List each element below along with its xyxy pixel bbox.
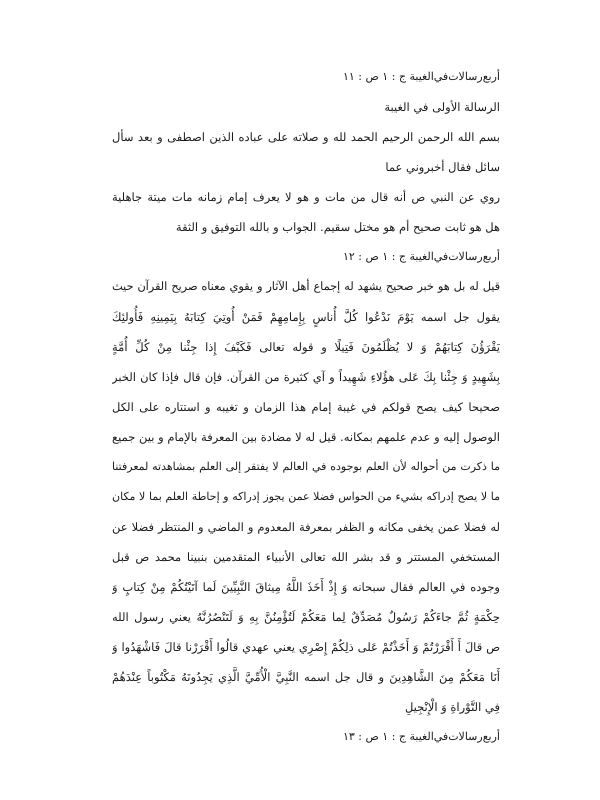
page-reference: أربع‌رسالات‌في‌الغيبة ج : ١ ص : ١٢ <box>342 250 500 263</box>
text-line: ما ذكرت من أحواله لأن العلم بوجوده في العالم لا يفتقر إلى العلم بمشاهدته لمعرفتنا <box>112 460 500 473</box>
text-line: وجوده في العالم فقال سبحانه وَ إِذْ أَخَذَ اللَّهُ مِيثاقَ النَّبِيِّينَ لَما آتَيْتُكُمْ مِنْ كِتابٍ وَ <box>112 580 500 594</box>
text-line: فِي التَّوْراةِ وَ الْإِنْجِيلِ <box>404 700 500 714</box>
treatise-heading: الرسالة الأولى في الغيبة <box>384 100 500 114</box>
text-line: حِكْمَةٍ ثُمَّ جاءَكُمْ رَسُولٌ مُصَدِّقٌ لِما مَعَكُمْ لَتُؤْمِنُنَّ بِهِ وَ لَتَنْصُرُنَّهُ يعني رسول الله <box>112 610 500 624</box>
text-line: الوصول إليه و عدم علمهم بمكانه. قيل له لا مضادة بين المعرفة بالإمام و بين جميع <box>112 430 500 444</box>
text-line: هل هو ثابت صحيح أم هو مختل سقيم. الجواب و بالله التوفيق و الثقة <box>175 220 500 234</box>
text-line: المستخفي المستتر و قد بشر الله تعالى الأنبياء المتقدمين بنبينا محمد ص قبل <box>112 550 500 564</box>
text-line: بِشَهِيدٍ وَ جِئْنا بِكَ عَلى هؤُلاءِ شَهِيداً و آي كثيرة من القرآن. فإن قال فإذا كان الخبر <box>112 370 500 384</box>
text-line: بسم الله الرحمن الرحيم الحمد لله و صلاته على عباده الذين اصطفى و بعد سأل <box>112 130 500 144</box>
page-reference: أربع‌رسالات‌في‌الغيبة ج : ١ ص : ١١ <box>342 70 500 83</box>
text-line: صحيحا كيف يصح قولكم في غيبة إمام هذا الزمان و تغيبه و استتاره على الكل <box>112 400 500 414</box>
text-line: ص قالَ أَ أَقْرَرْتُمْ وَ أَخَذْتُمْ عَلى ذلِكُمْ إِصْرِي يعني عهدي قالُوا أَقْرَرْنا قالَ فَاشْهَدُوا وَ <box>112 640 500 654</box>
text-line: قيل له بل هو خبر صحيح يشهد له إجماع أهل الآثار و يقوي معناه صريح القرآن حيث <box>112 280 500 293</box>
text-line: سائل فقال أخبروني عما <box>385 160 500 174</box>
document-text <box>112 62 500 752</box>
text-line: ما لا يصح إدراكه بشيء من الحواس فضلا عمن يجوز إدراكه و إحاطة العلم بما لا مكان <box>112 490 500 503</box>
text-line: له فضلا عمن يخفى مكانه و الظفر بمعرفة المعدوم و الماضي و المنتظر فضلا عن <box>112 520 500 534</box>
page-reference: أربع‌رسالات‌في‌الغيبة ج : ١ ص : ١٣ <box>342 730 500 743</box>
text-line: أَنَا مَعَكُمْ مِنَ الشَّاهِدِينَ و قال جل اسمه النَّبِيَّ الْأُمِّيَّ الَّذِي يَجِدُونَهُ مَكْتُوباً عِنْدَهُمْ <box>112 670 500 684</box>
text-line: يقول جل اسمه يَوْمَ نَدْعُوا كُلَّ أُناسٍ بِإِمامِهِمْ فَمَنْ أُوتِيَ كِتابَهُ بِيَمِينِهِ فَأُولئِكَ <box>112 310 500 324</box>
text-line: يَقْرَؤُنَ كِتابَهُمْ وَ لا يُظْلَمُونَ فَتِيلًا و قوله تعالى فَكَيْفَ إِذا جِئْنا مِنْ كُلِّ أُمَّةٍ <box>112 340 500 354</box>
text-line: روي عن النبي ص أنه قال من مات و هو لا يعرف إمام زمانه مات ميتة جاهلية <box>112 190 500 204</box>
